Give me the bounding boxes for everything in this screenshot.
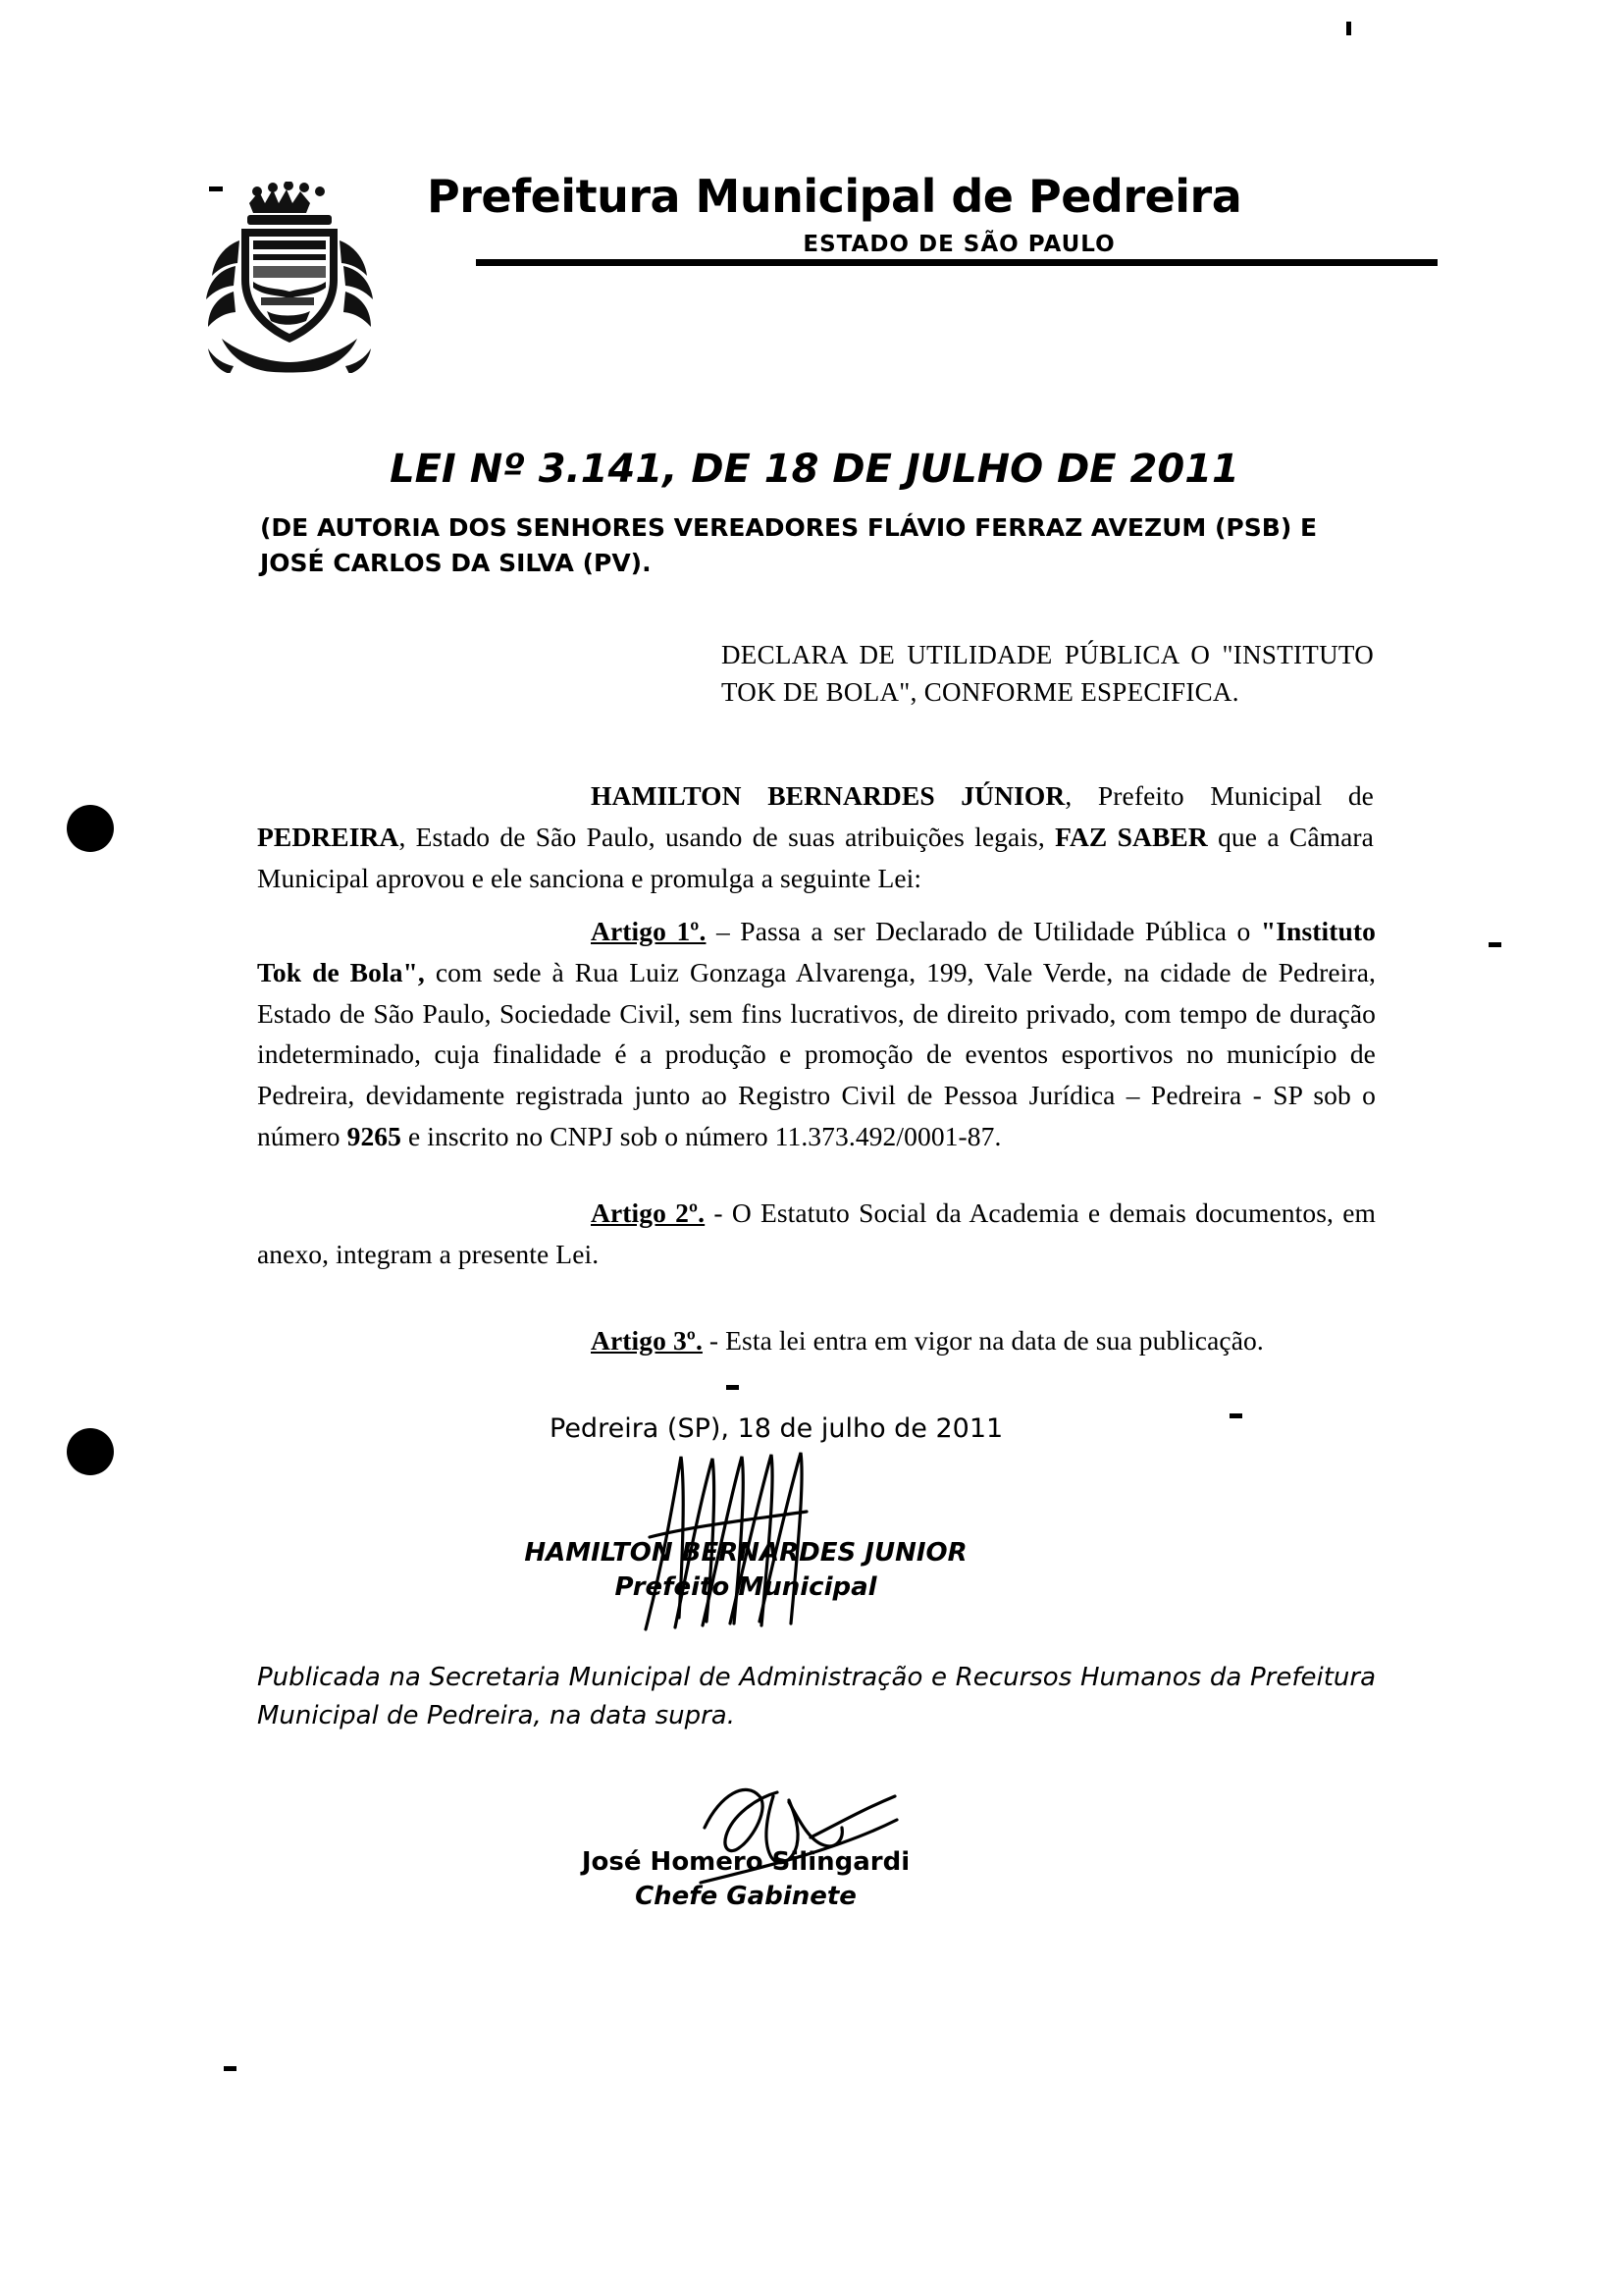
article-1-label: Artigo 1º.	[591, 916, 707, 946]
article-3-paragraph	[257, 1320, 1376, 1361]
header-divider	[476, 259, 1438, 266]
punch-hole-mark	[67, 805, 114, 852]
faz-saber-inline: FAZ SABER	[1055, 821, 1208, 852]
law-summary: DECLARA DE UTILIDADE PÚBLICA O "INSTITUTO TOK DE BOLA", CONFORME ESPECIFICA.	[721, 640, 1374, 708]
header-titles	[427, 172, 1462, 266]
law-authors: (DE AUTORIA DOS SENHORES VEREADORES FLÁVIO FERRAZ AVEZUM (PSB) E JOSÉ CARLOS DA SILVA (PV).	[260, 513, 1318, 578]
page-title: Prefeitura Municipal de Pedreira	[427, 170, 1242, 223]
article-1-registry-number: 9265	[346, 1120, 401, 1151]
article-1-lead: – Passa a ser Declarado de Utilidade Pública o	[706, 916, 1261, 946]
article-2-text: - O Estatuto Social da Academia e demais documentos, em anexo, integram a presente Lei.	[257, 1197, 1376, 1269]
header-subtitle: ESTADO DE SÃO PAULO	[803, 231, 1116, 257]
mayor-signature-block	[412, 1536, 1079, 1605]
scan-speck	[726, 1385, 739, 1390]
clerk-signature-block	[412, 1845, 1079, 1914]
preamble-text-3: que a Câmara Municipal aprovou e ele sanciona e promulga a seguinte Lei:	[257, 821, 1374, 893]
scan-speck	[224, 2066, 236, 2071]
scan-speck	[1346, 22, 1351, 35]
clerk-role: Chefe Gabinete	[635, 1882, 857, 1912]
scan-speck	[1230, 1413, 1242, 1418]
mayor-name-inline: HAMILTON BERNARDES JÚNIOR	[591, 780, 1066, 811]
preamble-text-1: , Prefeito Municipal de	[1065, 780, 1374, 811]
article-2-label: Artigo 2º.	[591, 1197, 706, 1228]
publication-note: Publicada na Secretaria Municipal de Administração e Recursos Humanos da Prefeitura Municipal de Pedreira, na data supra.	[257, 1663, 1376, 1730]
article-1-entity: "Instituto Tok de Bola",	[257, 916, 1376, 987]
city-name-inline: PEDREIRA	[257, 821, 399, 852]
law-title: LEI Nº 3.141, DE 18 DE JULHO DE 2011	[390, 447, 1239, 492]
article-3-label: Artigo 3º.	[591, 1325, 703, 1356]
clerk-name: José Homero Silingardi	[581, 1847, 911, 1877]
mayor-role: Prefeito Municipal	[614, 1572, 877, 1603]
article-1-text: com sede à Rua Luiz Gonzaga Alvarenga, 199, Vale Verde, na cidade de Pedreira, Estado de São Paulo, Sociedade Civil, sem fins lucrativos, de direito privado, com tempo de duração indeterminado, cuja finalidade é a produção e promoção de eventos esportivos no município de Pedreira, devidamente registrada junto ao Registro Civil de Pessoa Jurídica – Pedreira - SP sob o número	[257, 956, 1376, 1151]
preamble-paragraph	[257, 775, 1374, 898]
punch-hole-mark	[67, 1428, 114, 1475]
article-1-paragraph	[257, 911, 1376, 1157]
article-2-paragraph	[257, 1193, 1376, 1275]
scan-speck	[1489, 942, 1501, 947]
article-3-text: - Esta lei entra em vigor na data de sua publicação.	[702, 1325, 1264, 1356]
place-and-date: Pedreira (SP), 18 de julho de 2011	[550, 1413, 1004, 1444]
mayor-name: HAMILTON BERNARDES JUNIOR	[524, 1538, 968, 1568]
article-1-text-2: e inscrito no CNPJ sob o número 11.373.492/0001-87.	[401, 1120, 1002, 1151]
preamble-text-2: , Estado de São Paulo, usando de suas atribuições legais,	[398, 821, 1056, 852]
coat-of-arms-icon	[196, 182, 383, 373]
